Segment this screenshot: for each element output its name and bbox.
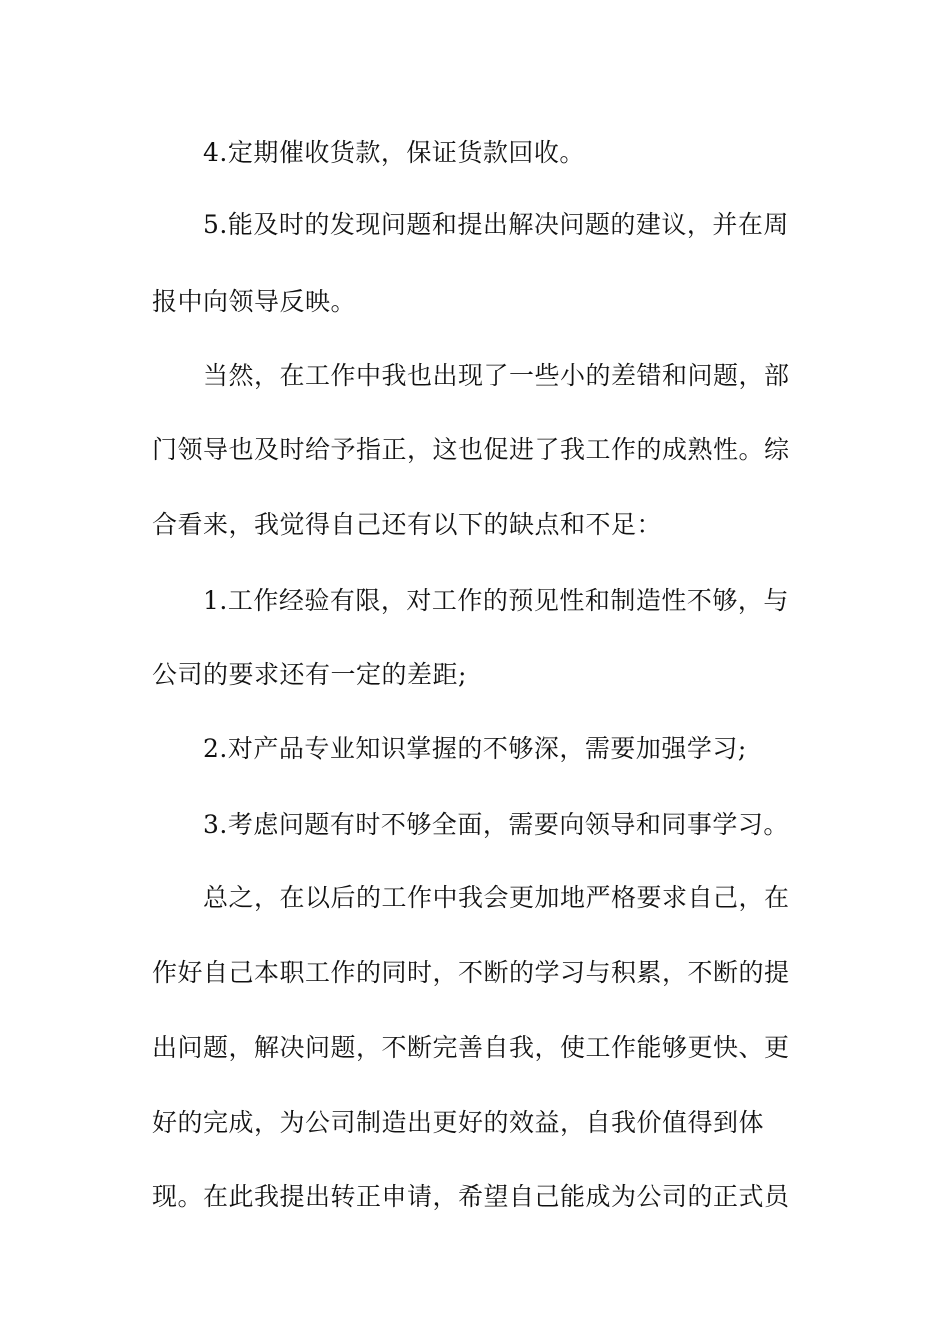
paragraph-item-5-line-2: 报中向领导反映。 xyxy=(152,287,357,316)
paragraph-conclusion-line-3: 出问题，解决问题，不断完善自我，使工作能够更快、更 xyxy=(152,1033,790,1062)
paragraph-item-5-line-1: 5.能及时的发现问题和提出解决问题的建议，并在周 xyxy=(203,210,789,239)
shortcoming-item-1-line-2: 公司的要求还有一定的差距; xyxy=(152,660,467,689)
paragraph-conclusion-line-5: 现。在此我提出转正申请，希望自己能成为公司的正式员 xyxy=(152,1182,790,1211)
paragraph-shortcomings-line-2: 门领导也及时给予指正，这也促进了我工作的成熟性。综 xyxy=(152,435,790,464)
paragraph-conclusion-line-4: 好的完成，为公司制造出更好的效益，自我价值得到体 xyxy=(152,1108,765,1137)
shortcoming-item-3: 3.考虑问题有时不够全面，需要向领导和同事学习。 xyxy=(203,810,789,839)
paragraph-conclusion-line-1: 总之，在以后的工作中我会更加地严格要求自己，在 xyxy=(203,883,790,912)
paragraph-item-4: 4.定期催收货款，保证货款回收。 xyxy=(203,138,585,167)
paragraph-shortcomings-line-1: 当然，在工作中我也出现了一些小的差错和问题，部 xyxy=(203,361,790,390)
shortcoming-item-1-line-1: 1.工作经验有限，对工作的预见性和制造性不够，与 xyxy=(203,586,789,615)
shortcoming-item-2: 2.对产品专业知识掌握的不够深，需要加强学习; xyxy=(203,734,747,763)
paragraph-shortcomings-line-3: 合看来，我觉得自己还有以下的缺点和不足： xyxy=(152,510,663,539)
paragraph-conclusion-line-2: 作好自己本职工作的同时，不断的学习与积累，不断的提 xyxy=(152,958,790,987)
